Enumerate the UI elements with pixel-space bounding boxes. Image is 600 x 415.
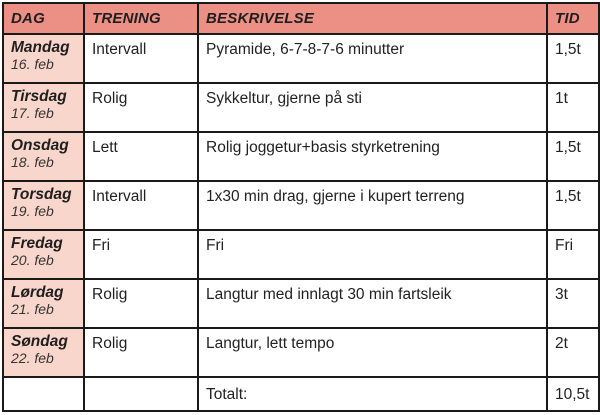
training-cell: Lett xyxy=(84,132,198,181)
table-row xyxy=(3,83,599,132)
header-time: TID xyxy=(547,3,599,34)
header-training: TRENING xyxy=(84,3,198,34)
training-cell: Intervall xyxy=(84,181,198,230)
day-name: Søndag xyxy=(11,332,68,350)
table-row xyxy=(3,230,599,279)
description-cell: Langtur med innlagt 30 min fartsleik xyxy=(198,279,547,328)
training-cell: Rolig xyxy=(84,328,198,377)
training-cell: Rolig xyxy=(84,83,198,132)
empty-cell xyxy=(3,377,84,411)
day-name: Tirsdag xyxy=(11,87,67,105)
training-cell: Rolig xyxy=(84,279,198,328)
time-cell: 2t xyxy=(547,328,599,377)
description-cell: 1x30 min drag, gjerne i kupert terreng xyxy=(198,181,547,230)
training-cell: Fri xyxy=(84,230,198,279)
table-row xyxy=(3,34,599,83)
day-name: Lørdag xyxy=(11,283,64,301)
day-name: Mandag xyxy=(11,39,70,56)
time-cell: 1,5t xyxy=(547,34,599,83)
time-cell: 1t xyxy=(547,83,599,132)
total-label: Totalt: xyxy=(198,377,547,411)
day-cell xyxy=(3,132,84,181)
day-name: Torsdag xyxy=(11,185,72,203)
day-name: Fredag xyxy=(11,234,63,252)
time-cell: 3t xyxy=(547,279,599,328)
day-date: 22. feb xyxy=(11,349,54,366)
table-row xyxy=(3,132,599,181)
total-time: 10,5t xyxy=(547,377,599,411)
training-cell: Intervall xyxy=(84,34,198,83)
time-cell: 1,5t xyxy=(547,132,599,181)
day-date: 18. feb xyxy=(11,153,54,170)
description-cell: Sykkeltur, gjerne på sti xyxy=(198,83,547,132)
day-date: 19. feb xyxy=(11,202,54,219)
day-cell xyxy=(3,181,84,230)
day-cell xyxy=(3,83,84,132)
schedule-table xyxy=(2,2,600,412)
time-cell: 1,5t xyxy=(547,181,599,230)
total-row xyxy=(3,377,599,411)
description-cell: Fri xyxy=(198,230,547,279)
day-date: 17. feb xyxy=(11,104,54,121)
time-cell: Fri xyxy=(547,230,599,279)
table-row xyxy=(3,181,599,230)
day-cell xyxy=(3,34,84,83)
header-description: BESKRIVELSE xyxy=(198,3,547,34)
header-row xyxy=(3,3,599,34)
table-row xyxy=(3,328,599,377)
day-cell xyxy=(3,328,84,377)
header-day: DAG xyxy=(3,3,84,34)
day-cell xyxy=(3,279,84,328)
description-cell: Langtur, lett tempo xyxy=(198,328,547,377)
table-row xyxy=(3,279,599,328)
day-date: 21. feb xyxy=(11,300,54,317)
day-date: 16. feb xyxy=(11,56,54,72)
day-name: Onsdag xyxy=(11,136,69,154)
day-date: 20. feb xyxy=(11,251,54,268)
day-cell xyxy=(3,230,84,279)
description-cell: Rolig joggetur+basis styrketrening xyxy=(198,132,547,181)
description-cell: Pyramide, 6-7-8-7-6 minutter xyxy=(198,34,547,83)
empty-cell xyxy=(84,377,198,411)
